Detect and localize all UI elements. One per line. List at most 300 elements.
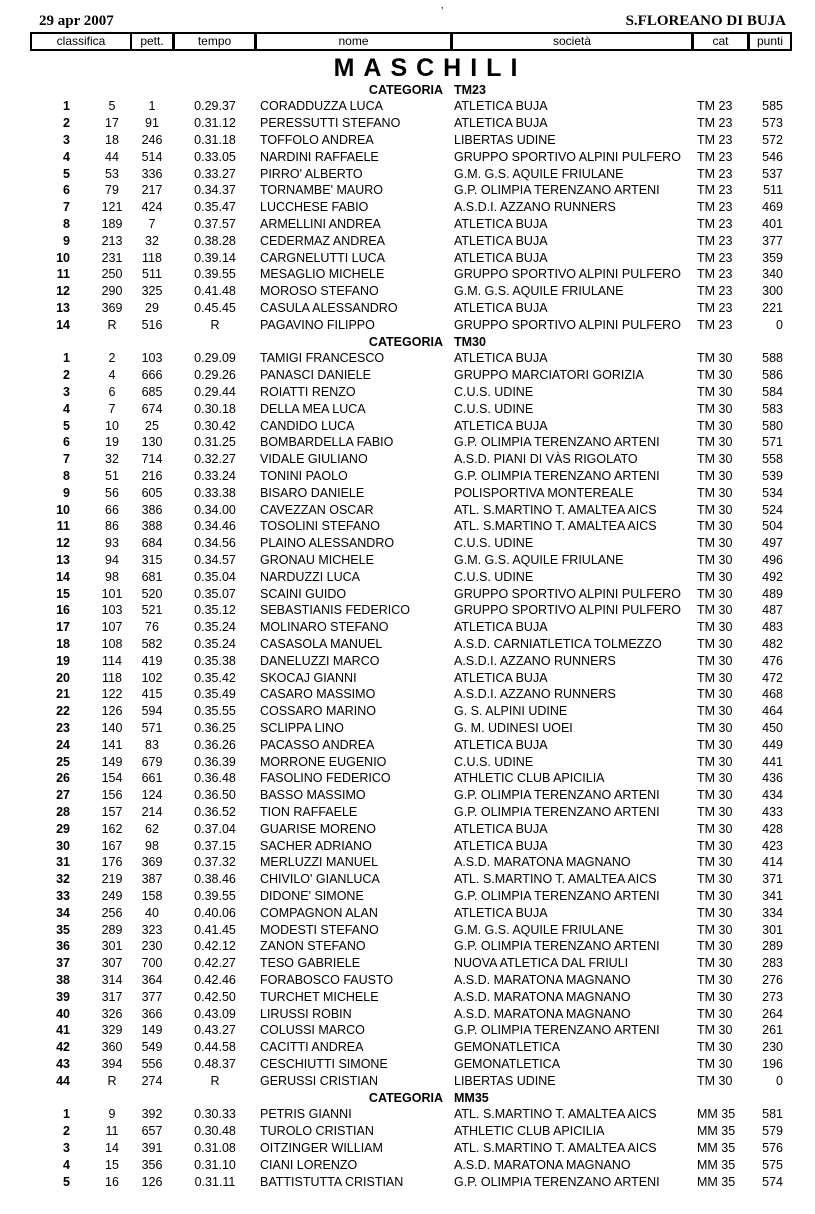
club-cell: GRUPPO SPORTIVO ALPINI PULFERO [454,267,681,282]
name-cell: MESAGLIO MICHELE [260,267,385,282]
points-cell: 464 [762,704,783,719]
points-cell: 289 [762,939,783,954]
table-row [0,384,815,401]
table-row [0,922,815,939]
category-label: CATEGORIA [368,1090,443,1105]
name-cell: CASASOLA MANUEL [260,636,383,651]
bib-cell: 323 [141,922,163,937]
points-cell: 489 [762,586,783,601]
club-cell: G.P. OLIMPIA TERENZANO ARTENI [454,435,660,450]
bib-cell: 679 [141,754,163,769]
rank-cell: 42 [56,1040,70,1055]
name-cell: FORABOSCO FAUSTO [260,972,394,987]
time-cell: 0.29.26 [194,368,236,383]
table-row [0,451,815,468]
table-row [0,1106,815,1123]
overall-rank-cell: 4 [108,368,116,383]
club-cell: ATL. S.MARTINO T. AMALTEA AICS [454,502,657,517]
name-cell: TURCHET MICHELE [260,989,379,1004]
time-cell: 0.42.50 [194,989,236,1004]
club-cell: G.P. OLIMPIA TERENZANO ARTENI [454,939,660,954]
name-cell: COSSARO MARINO [260,704,376,719]
name-cell: VIDALE GIULIANO [260,452,368,467]
overall-rank-cell: 32 [105,452,119,467]
points-cell: 0 [776,317,783,332]
rank-cell: 1 [63,99,70,114]
points-cell: 524 [762,502,783,517]
category-cell: TM 30 [697,838,733,853]
stray-mark: , [441,0,444,11]
category-cell: MM 35 [697,1107,736,1122]
points-cell: 492 [762,569,783,584]
overall-rank-cell: 10 [105,418,119,433]
bib-cell: 549 [141,1040,163,1055]
category-cell: TM 30 [697,1006,733,1021]
time-cell: 0.31.10 [194,1157,236,1172]
club-cell: GEMONATLETICA [454,1040,561,1055]
club-cell: G.M. G.S. AQUILE FRIULANE [454,922,624,937]
club-cell: G.M. G.S. AQUILE FRIULANE [454,166,624,181]
time-cell: 0.38.28 [194,233,236,248]
table-row [0,552,815,569]
club-cell: ATLETICA BUJA [454,838,548,853]
category-cell: TM 30 [697,905,733,920]
club-cell: ATLETICA BUJA [454,99,548,114]
points-cell: 434 [762,788,783,803]
overall-rank-cell: 98 [105,569,119,584]
club-cell: ATLETICA BUJA [454,670,548,685]
points-cell: 574 [762,1174,783,1189]
category-cell: TM 30 [697,687,733,702]
club-cell: POLISPORTIVA MONTEREALE [454,485,634,500]
bib-cell: 415 [141,687,163,702]
table-row [0,350,815,367]
time-cell: 0.33.24 [194,468,236,483]
category-cell: TM 30 [697,855,733,870]
rank-cell: 2 [63,368,70,383]
rank-cell: 24 [56,737,70,752]
club-cell: G.M. G.S. AQUILE FRIULANE [454,284,624,299]
club-cell: GRUPPO SPORTIVO ALPINI PULFERO [454,586,681,601]
category-cell: TM 30 [697,435,733,450]
rank-cell: 35 [56,922,70,937]
category-cell: TM 30 [697,603,733,618]
time-cell: 0.34.37 [194,183,236,198]
rank-cell: 8 [63,216,70,231]
name-cell: COMPAGNON ALAN [260,905,378,920]
overall-rank-cell: 213 [101,233,123,248]
rank-cell: 7 [63,200,70,215]
bib-cell: 666 [141,368,163,383]
bib-cell: 681 [141,569,163,584]
points-cell: 377 [762,233,783,248]
table-row [0,98,815,115]
rank-cell: 9 [63,485,70,500]
category-cell: TM 30 [697,720,733,735]
points-cell: 414 [762,855,783,870]
rank-cell: 5 [63,166,70,181]
name-cell: TONINI PAOLO [260,468,348,483]
category-cell: TM 30 [697,502,733,517]
table-row [0,266,815,283]
club-cell: LIBERTAS UDINE [454,1073,556,1088]
table-row [0,821,815,838]
name-cell: OITZINGER WILLIAM [260,1140,383,1155]
club-cell: ATLETICA BUJA [454,233,548,248]
bib-cell: 103 [141,351,163,366]
category-cell: TM 30 [697,956,733,971]
club-cell: GRUPPO SPORTIVO ALPINI PULFERO [454,317,681,332]
category-cell: TM 30 [697,485,733,500]
rank-cell: 14 [56,569,70,584]
rank-cell: 2 [63,1124,70,1139]
name-cell: SCAINI GUIDO [260,586,347,601]
points-cell: 341 [762,888,783,903]
category-cell: TM 30 [697,1023,733,1038]
club-cell: G.P. OLIMPIA TERENZANO ARTENI [454,468,660,483]
overall-rank-cell: 15 [105,1157,119,1172]
club-cell: A.S.D.I. AZZANO RUNNERS [454,200,616,215]
time-cell: 0.45.45 [194,300,236,315]
rank-cell: 4 [63,1157,70,1172]
rank-cell: 1 [63,351,70,366]
column-header-punti: punti [750,34,790,49]
rank-cell: 22 [56,704,70,719]
club-cell: A.S.D. PIANI DI VÀS RIGOLATO [454,452,638,467]
points-cell: 371 [762,872,783,887]
overall-rank-cell: 53 [105,166,119,181]
table-row [0,1140,815,1157]
overall-rank-cell: 307 [101,956,123,971]
table-row [0,250,815,267]
points-cell: 482 [762,636,783,651]
points-cell: 196 [762,1056,783,1071]
name-cell: PIRRO' ALBERTO [260,166,363,181]
rank-cell: 43 [56,1056,70,1071]
club-cell: A.S.D. MARATONA MAGNANO [454,972,631,987]
rank-cell: 27 [56,788,70,803]
table-row [0,955,815,972]
name-cell: PANASCI DANIELE [260,368,371,383]
bib-cell: 356 [141,1157,163,1172]
rank-cell: 23 [56,720,70,735]
overall-rank-cell: 326 [101,1006,123,1021]
name-cell: TAMIGI FRANCESCO [260,351,385,366]
overall-rank-cell: 66 [105,502,119,517]
points-cell: 359 [762,250,783,265]
category-cell: TM 23 [697,200,733,215]
time-cell: 0.35.49 [194,687,236,702]
bib-cell: 364 [141,972,163,987]
category-cell: TM 23 [697,284,733,299]
overall-rank-cell: 154 [101,771,123,786]
points-cell: 581 [762,1107,783,1122]
table-row [0,586,815,603]
name-cell: CASARO MASSIMO [260,687,376,702]
table-row [0,787,815,804]
overall-rank-cell: 101 [101,586,123,601]
time-cell: 0.43.27 [194,1023,236,1038]
points-cell: 496 [762,552,783,567]
rank-cell: 17 [56,620,70,635]
overall-rank-cell: 19 [105,435,119,450]
time-cell: 0.36.26 [194,737,236,752]
name-cell: MOROSO STEFANO [260,284,379,299]
name-cell: CAVEZZAN OSCAR [260,502,374,517]
bib-cell: 158 [141,888,163,903]
club-cell: ATL. S.MARTINO T. AMALTEA AICS [454,1140,657,1155]
name-cell: SCLIPPA LINO [260,720,344,735]
bib-cell: 556 [141,1056,163,1071]
table-row [0,636,815,653]
category-cell: TM 30 [697,788,733,803]
category-cell: TM 30 [697,536,733,551]
club-cell: ATLETICA BUJA [454,116,548,131]
table-row [0,703,815,720]
overall-rank-cell: 44 [105,149,119,164]
overall-rank-cell: 250 [101,267,123,282]
page-title: MASCHILI [333,54,527,82]
table-row [0,938,815,955]
bib-cell: 521 [141,603,163,618]
name-cell: MOLINARO STEFANO [260,620,389,635]
points-cell: 423 [762,838,783,853]
table-row [0,871,815,888]
club-cell: ATLETICA BUJA [454,418,548,433]
club-cell: ATLETICA BUJA [454,351,548,366]
bib-cell: 605 [141,485,163,500]
category-cell: TM 30 [697,452,733,467]
column-header-bar [30,32,792,51]
overall-rank-cell: 219 [101,872,123,887]
rank-cell: 5 [63,418,70,433]
club-cell: ATLETICA BUJA [454,821,548,836]
bib-cell: 387 [141,872,163,887]
name-cell: TION RAFFAELE [260,804,358,819]
time-cell: 0.31.18 [194,132,236,147]
table-row [0,905,815,922]
name-cell: SACHER ADRIANO [260,838,372,853]
rank-cell: 12 [56,284,70,299]
points-cell: 580 [762,418,783,433]
time-cell: 0.35.24 [194,620,236,635]
table-row [0,418,815,435]
table-row [0,838,815,855]
rank-cell: 26 [56,771,70,786]
time-cell: 0.31.11 [194,1174,236,1189]
time-cell: 0.37.04 [194,821,236,836]
overall-rank-cell: 249 [101,888,123,903]
points-cell: 583 [762,401,783,416]
table-row [0,317,815,334]
category-value: TM30 [454,334,486,349]
bib-cell: 674 [141,401,163,416]
club-cell: A.S.D. CARNIATLETICA TOLMEZZO [454,636,662,651]
bib-cell: 582 [141,636,163,651]
overall-rank-cell: 176 [101,855,123,870]
club-cell: A.S.D. MARATONA MAGNANO [454,855,631,870]
points-cell: 558 [762,452,783,467]
points-cell: 504 [762,519,783,534]
overall-rank-cell: 16 [105,1174,119,1189]
points-cell: 586 [762,368,783,383]
rank-cell: 36 [56,939,70,954]
name-cell: TORNAMBE' MAURO [260,183,383,198]
points-cell: 449 [762,737,783,752]
category-cell: TM 23 [697,233,733,248]
bib-cell: 516 [141,317,163,332]
name-cell: NARDUZZI LUCA [260,569,361,584]
club-cell: GRUPPO SPORTIVO ALPINI PULFERO [454,603,681,618]
overall-rank-cell: 369 [101,300,123,315]
points-cell: 230 [762,1040,783,1055]
table-row [0,502,815,519]
overall-rank-cell: 126 [101,704,123,719]
name-cell: PAGAVINO FILIPPO [260,317,375,332]
rank-cell: 30 [56,838,70,853]
table-row [0,1174,815,1191]
bib-cell: 366 [141,1006,163,1021]
table-row [0,1022,815,1039]
overall-rank-cell: 157 [101,804,123,819]
bib-cell: 714 [141,452,163,467]
overall-rank-cell: 17 [105,116,119,131]
column-header-pett: pett. [132,34,172,49]
bib-cell: 511 [142,267,162,282]
points-cell: 433 [762,804,783,819]
category-cell: MM 35 [697,1140,736,1155]
bib-cell: 661 [141,771,163,786]
category-cell: TM 30 [697,972,733,987]
time-cell: 0.36.48 [194,771,236,786]
rank-cell: 31 [56,855,70,870]
category-cell: TM 30 [697,754,733,769]
bib-cell: 571 [141,720,163,735]
table-row [0,737,815,754]
points-cell: 546 [762,149,783,164]
table-row [0,754,815,771]
rank-cell: 29 [56,821,70,836]
bib-cell: 83 [145,737,159,752]
name-cell: TUROLO CRISTIAN [260,1124,374,1139]
rank-cell: 10 [56,250,70,265]
bib-cell: 126 [141,1174,163,1189]
club-cell: ATL. S.MARTINO T. AMALTEA AICS [454,872,657,887]
overall-rank-cell: 93 [105,536,119,551]
club-cell: A.S.D.I. AZZANO RUNNERS [454,653,616,668]
table-row [0,1039,815,1056]
name-cell: CASULA ALESSANDRO [260,300,398,315]
points-cell: 301 [762,922,783,937]
table-row [0,434,815,451]
club-cell: G.P. OLIMPIA TERENZANO ARTENI [454,1174,660,1189]
club-cell: G. M. UDINESI UOEI [454,720,573,735]
table-row [0,653,815,670]
overall-rank-cell: 11 [105,1124,119,1139]
category-cell: TM 23 [697,149,733,164]
time-cell: 0.35.38 [194,653,236,668]
overall-rank-cell: R [107,1073,117,1088]
rank-cell: 4 [63,401,70,416]
bib-cell: 246 [141,132,163,147]
club-cell: G.P. OLIMPIA TERENZANO ARTENI [454,804,660,819]
name-cell: BOMBARDELLA FABIO [260,435,394,450]
time-cell: 0.35.42 [194,670,236,685]
name-cell: GERUSSI CRISTIAN [260,1073,379,1088]
rank-cell: 18 [56,636,70,651]
name-cell: LIRUSSI ROBIN [260,1006,352,1021]
overall-rank-cell: 79 [105,183,119,198]
category-cell: TM 23 [697,250,733,265]
column-header-classifica: classifica [32,34,130,49]
category-cell: TM 30 [697,519,733,534]
rank-cell: 8 [63,468,70,483]
table-row [0,115,815,132]
category-cell: TM 30 [697,704,733,719]
category-heading [0,1090,815,1107]
rank-cell: 3 [63,384,70,399]
table-row [0,132,815,149]
points-cell: 539 [762,468,783,483]
overall-rank-cell: 149 [101,754,123,769]
report-date: 29 apr 2007 [39,13,114,29]
category-cell: TM 30 [697,821,733,836]
rank-cell: 13 [56,300,70,315]
rank-cell: 34 [56,905,70,920]
category-cell: TM 30 [697,922,733,937]
category-cell: TM 30 [697,1056,733,1071]
bib-cell: 520 [141,586,163,601]
rank-cell: 1 [63,1107,70,1122]
overall-rank-cell: 122 [101,687,123,702]
category-cell: TM 30 [697,872,733,887]
overall-rank-cell: 9 [108,1107,116,1122]
points-cell: 469 [762,200,783,215]
table-row [0,485,815,502]
name-cell: PACASSO ANDREA [260,737,375,752]
bib-cell: 315 [141,552,163,567]
category-cell: TM 30 [697,939,733,954]
points-cell: 221 [762,300,783,315]
overall-rank-cell: 256 [101,905,123,920]
bib-cell: 386 [141,502,163,517]
bib-cell: 657 [141,1124,163,1139]
time-cell: 0.33.27 [194,166,236,181]
club-cell: G.P. OLIMPIA TERENZANO ARTENI [454,888,660,903]
category-label: CATEGORIA [368,82,443,97]
points-cell: 511 [763,183,783,198]
points-cell: 264 [762,1006,783,1021]
category-cell: TM 30 [697,1073,733,1088]
club-cell: ATL. S.MARTINO T. AMALTEA AICS [454,1107,657,1122]
time-cell: 0.30.33 [194,1107,236,1122]
time-cell: 0.31.12 [194,116,236,131]
category-cell: TM 30 [697,888,733,903]
name-cell: PETRIS GIANNI [260,1107,352,1122]
bib-cell: 391 [141,1140,163,1155]
bib-cell: 369 [141,855,163,870]
category-cell: TM 23 [697,99,733,114]
time-cell: 0.39.55 [194,888,236,903]
time-cell: 0.32.27 [194,452,236,467]
table-row [0,804,815,821]
column-header-cat: cat [694,34,747,49]
time-cell: 0.31.08 [194,1140,236,1155]
category-cell: TM 23 [697,183,733,198]
points-cell: 588 [762,351,783,366]
overall-rank-cell: 290 [101,284,123,299]
overall-rank-cell: R [107,317,117,332]
